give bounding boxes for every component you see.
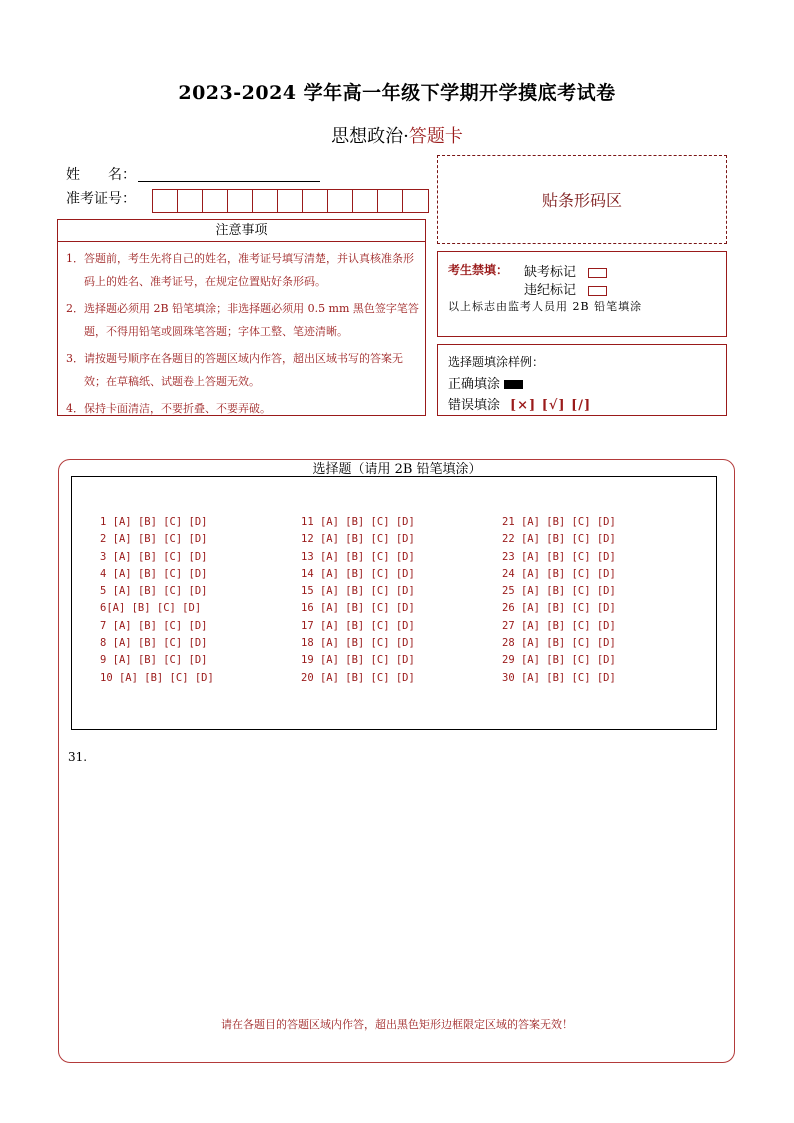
question-number: 29 [502,654,515,667]
question-number: 13 [301,550,314,563]
mc-row[interactable] [502,549,616,566]
question-number: 22 [502,533,515,546]
violation-checkbox[interactable] [588,286,607,296]
notice-item: 3．请按题号顺序在各题目的答题区域内作答，超出区域书写的答案无效；在草稿纸、试题卷上答题无效。 [66,352,403,388]
footer-warning: 请在各题目的答题区域内作答，超出黑色矩形边框限定区域的答案无效！ [221,1018,573,1031]
mc-row[interactable] [502,600,616,617]
mc-row[interactable] [301,566,415,583]
question-number: 6 [100,602,107,615]
mc-row[interactable] [301,583,415,600]
question-31-answer-area[interactable] [68,770,723,1005]
mc-row[interactable] [301,670,415,687]
mc-row[interactable] [301,514,415,531]
option-bubbles[interactable]: [A] [B] [C] [D] [112,567,208,580]
mc-row[interactable] [100,549,214,566]
mc-row[interactable] [100,583,214,600]
notice-box [57,242,426,416]
question-number: 9 [100,654,107,667]
option-bubbles[interactable]: [A] [B] [C] [D] [520,619,616,632]
option-bubbles[interactable]: [A] [B] [C] [D] [520,516,616,528]
option-bubbles[interactable]: [A] [B] [C] [D] [520,567,616,580]
option-bubbles[interactable]: [A] [B] [C] [D] [112,585,208,598]
ban-note: 以上标志由监考人员用 2B 铅笔填涂 [448,300,643,313]
mc-row[interactable] [100,566,214,583]
question-number: 25 [502,585,515,598]
option-bubbles[interactable]: [A] [B] [C] [D] [319,654,415,667]
question-31-label: 31. [68,750,88,764]
name-label: 姓 名： [66,167,136,183]
separator: · [403,126,409,147]
mc-row[interactable] [502,514,616,531]
question-number: 28 [502,637,515,650]
question-number: 12 [301,533,314,546]
mc-row[interactable] [502,635,616,652]
absent-label: 缺考标记 [524,265,577,280]
ban-label: 考生禁填： [448,263,509,277]
question-number: 15 [301,585,314,598]
option-bubbles[interactable]: [A] [B] [C] [D] [319,516,415,528]
mc-title-text: 选择题（请用 2B 铅笔填涂） [312,462,482,477]
question-number: 30 [502,671,515,684]
option-bubbles[interactable]: [A] [B] [C] [D] [112,533,208,546]
question-number: 5 [100,585,107,598]
option-bubbles[interactable]: [A] [B] [C] [D] [319,637,415,650]
option-bubbles[interactable]: [A] [B] [C] [D] [112,550,208,563]
option-bubbles[interactable]: [A] [B] [C] [D] [520,533,616,546]
option-bubbles[interactable]: [A] [B] [C] [D] [319,533,415,546]
option-bubbles[interactable]: [A] [B] [C] [D] [520,671,616,684]
question-number: 7 [100,619,107,632]
notice-item: 2．选择题必须用 2B 铅笔填涂；非选择题必须用 0.5 mm 黑色签字笔答题，不得用铅笔或圆珠笔答题；字体工整、笔迹清晰。 [66,302,419,338]
option-bubbles[interactable]: [A] [B] [C] [D] [520,602,616,615]
question-number: 8 [100,637,107,650]
mc-row[interactable] [301,600,415,617]
question-number: 16 [301,602,314,615]
option-bubbles[interactable]: [A] [B] [C] [D] [112,516,208,528]
mc-row[interactable] [502,670,616,687]
filled-block-icon [504,380,523,389]
notice-heading: 注意事项 [57,219,426,242]
option-bubbles[interactable]: [A] [B] [C] [D] [319,567,415,580]
barcode-area [437,155,727,244]
barcode-label: 贴条形码区 [541,191,622,210]
question-number: 2 [100,533,107,546]
name-field[interactable] [138,181,320,182]
question-number: 26 [502,602,515,615]
option-bubbles[interactable]: [A] [B] [C] [D] [118,671,214,684]
violation-label: 违纪标记 [524,283,577,298]
mc-row[interactable] [502,531,616,548]
option-bubbles[interactable]: [A] [B] [C] [D] [520,585,616,598]
mc-row[interactable] [100,600,214,617]
mc-row[interactable] [502,566,616,583]
question-number: 4 [100,567,107,580]
question-number: 1 [100,516,107,528]
mc-section-title [0,458,794,477]
absent-checkbox[interactable] [588,268,607,278]
notice-item: 4．保持卡面清洁，不要折叠、不要弄破。 [66,402,271,415]
mc-row[interactable] [100,635,214,652]
option-bubbles[interactable]: [A] [B] [C] [D] [112,619,208,632]
card-subtitle [0,122,794,148]
mc-row[interactable] [100,618,214,635]
question-number: 20 [301,671,314,684]
option-bubbles[interactable]: [A] [B] [C] [D] [319,671,415,684]
wrong-label: 错误填涂 [448,398,501,413]
question-number: 14 [301,567,314,580]
question-number: 3 [100,550,107,563]
option-bubbles[interactable]: [A] [B] [C] [D] [112,654,208,667]
option-bubbles[interactable]: [A] [B] [C] [D] [112,637,208,650]
id-number-boxes[interactable] [152,189,429,213]
question-number: 19 [301,654,314,667]
correct-example [448,373,523,392]
ban-box [437,251,727,337]
question-number: 27 [502,619,515,632]
fill-example-box [437,344,727,416]
card-name: 答题卡 [408,126,463,147]
mc-row[interactable] [100,514,214,531]
absent-mark [524,261,607,280]
mc-row[interactable] [301,549,415,566]
subject-name: 思想政治 [331,126,404,147]
mc-column-3 [502,514,616,687]
question-number: 17 [301,619,314,632]
id-label: 准考证号： [66,191,136,207]
correct-label: 正确填涂 [448,377,501,392]
question-number: 21 [502,516,515,528]
mc-column-2 [301,514,415,687]
mc-column-1 [100,514,214,687]
mc-row[interactable] [100,670,214,687]
option-bubbles[interactable]: [A] [B] [C] [D] [520,637,616,650]
option-bubbles[interactable]: [A] [B] [C] [D] [319,585,415,598]
exam-title: 2023-2024 学年高一年级下学期开学摸底考试卷 [178,82,616,104]
mc-row[interactable] [301,618,415,635]
mc-row[interactable] [502,583,616,600]
option-bubbles[interactable]: [A] [B] [C] [D] [319,602,415,615]
mc-row[interactable] [301,652,415,669]
question-number: 24 [502,567,515,580]
option-bubbles[interactable]: [A] [B] [C] [D] [520,550,616,563]
mc-row[interactable] [100,531,214,548]
wrong-marks: [×] [√] [/] [510,398,592,413]
option-bubbles[interactable]: [A] [B] [C] [D] [520,654,616,667]
mc-row[interactable] [100,652,214,669]
mc-row[interactable] [502,618,616,635]
option-bubbles[interactable]: [A] [B] [C] [D] [319,550,415,563]
question-number: 18 [301,637,314,650]
question-number: 23 [502,550,515,563]
mc-row[interactable] [502,652,616,669]
wrong-example [448,394,591,413]
mc-row[interactable] [301,635,415,652]
violation-mark [524,279,607,298]
notice-item: 1．答题前，考生先将自己的姓名，准考证号填写清楚，并认真核准条形码上的姓名、准考证号，在规定位置贴好条形码。 [66,252,414,288]
option-bubbles[interactable]: [A] [B] [C] [D] [106,602,202,615]
mc-row[interactable] [301,531,415,548]
question-number: 10 [100,671,113,684]
question-number: 11 [301,516,314,528]
option-bubbles[interactable]: [A] [B] [C] [D] [319,619,415,632]
example-title: 选择题填涂样例： [448,355,545,369]
